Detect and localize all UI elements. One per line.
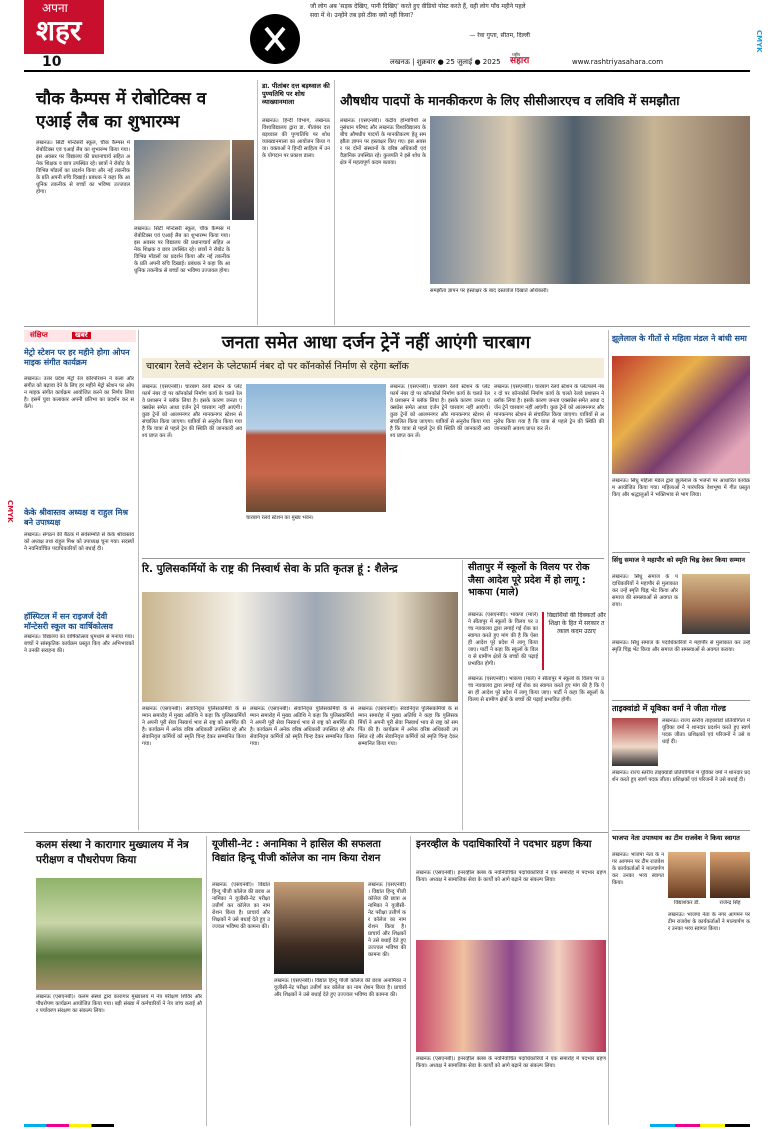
sitapur-headline: सीतापुर में स्कूलों के विलय पर रोक जैसा आदेश पूरे प्रदेश में हो लागू : भाकपा (माले): [468, 562, 590, 598]
brand-box: [24, 0, 104, 54]
registration-bar-right: [650, 1124, 750, 1127]
police-body-2: लखनऊ (एसएनबी)। सेवानिवृत्त पुलिसकर्मियों के सम्मान समारोह में मुख्य अतिथि ने कहा कि पुलिसकर्मियों ने अपनी पूरी सेवा निस्वार्थ भाव से राष्ट्र को समर्पित की है। कार्यक्रम में अनेक वरिष्ठ अधिकारी उपस्थित रहे और सेवानिवृत्त कर्मियों को स्मृति चिन्ह देकर सम्मानित किया गया।: [250, 706, 354, 747]
sindhi-body-2: लखनऊ। सिंधु समाज के पदाधिकारियों ने महापौर से मुलाकात कर उन्हें स्मृति चिह्न भेंट किया और समाज की समस्याओं से अवगत कराया।: [612, 640, 750, 653]
police-headline: रि. पुलिसकर्मियों के राष्ट्र की निस्वार्थ सेवा के प्रति कृतज्ञ हूं : शैलेन्द्र: [142, 563, 398, 575]
masthead-rule: [24, 70, 750, 72]
bjp-headline: भाजपा नेता उपाध्याय का टीम राजवेश ने किया स्वागत: [612, 834, 740, 842]
bjp-photo-1: [668, 852, 706, 898]
brief-tag: [24, 330, 136, 342]
innerwheel-body: लखनऊ (एसएनबी)। इनरव्हील क्लब के नवनिर्वाचित पदाधिकारियों ने एक समारोह में पदभार ग्रहण किया। अध्यक्ष ने सामाजिक सेवा के कार्यों को आगे बढ़ाने का संकल्प लिया।: [416, 870, 606, 883]
taekwondo-body: लखनऊ। राज्य स्तरीय ताइक्वांडो प्रतियोगिता में यूविका वर्मा ने शानदार प्रदर्शन करते हुए स्वर्ण पदक जीता। प्रशिक्षकों एवं परिजनों ने उसे बधाई दी।: [662, 718, 750, 745]
bjp-caption-2: राजेन्द्र सिंह: [719, 900, 741, 906]
brand-big: शहर: [36, 14, 82, 47]
police-body-3: लखनऊ (एसएनबी)। सेवानिवृत्त पुलिसकर्मियों के सम्मान समारोह में मुख्य अतिथि ने कहा कि पुलिसकर्मियों ने अपनी पूरी सेवा निस्वार्थ भाव से राष्ट्र को समर्पित की है। कार्यक्रम में अनेक वरिष्ठ अधिकारी उपस्थित रहे और सेवानिवृत्त कर्मियों को स्मृति चिन्ह देकर सम्मानित किया गया।: [358, 706, 458, 747]
jail-photo: [36, 878, 202, 990]
cmyk-mark-left: CMYK: [6, 500, 14, 523]
ayush-body: लखनऊ (एसएनबी)। केंद्रीय होम्योपैथी अनुसंधान परिषद और लखनऊ विश्वविद्यालय के बीच औषधीय पादपों के मानकीकरण हेतु समझौता ज्ञापन पर हस्ताक्षर किए गए। इस अवसर पर दोनों संस्थानों के वरिष्ठ अधिकारी एवं वैज्ञानिक उपस्थित रहे। कुलपति ने इसे शोध के क्षेत्र में महत्वपूर्ण कदम बताया।: [340, 118, 426, 166]
brief-tag-label: संक्षिप्त: [30, 331, 48, 339]
sitapur-body: लखनऊ (एसएनबी)। भाकपा (माले) ने सीतापुर में स्कूलों के विलय पर उच्च न्यायालय द्वारा लगाई गई रोक का स्वागत करते हुए मांग की है कि ऐसा ही आदेश पूरे प्रदेश में लागू किया जाए। पार्टी ने कहा कि स्कूलों के विलय से ग्रामीण क्षेत्रों के बच्चों की पढ़ाई प्रभावित होगी।: [468, 612, 538, 667]
ayush-caption: समझौता ज्ञापन पर हस्ताक्षर के बाद दस्तावेज दिखाते अधिकारी।: [430, 288, 549, 294]
sindhi-body: लखनऊ। सिंधु समाज के पदाधिकारियों ने महापौर से मुलाकात कर उन्हें स्मृति चिह्न भेंट किया और समाज की समस्याओं से अवगत कराया।: [612, 574, 678, 608]
ayush-photo: [430, 116, 750, 284]
robotics-photo-2: [232, 140, 254, 220]
brief2-title: केके श्रीवास्तव अध्यक्ष व राहुल मिश्र बने उपाध्यक्ष: [24, 508, 129, 527]
sitapur-pullquote: विद्यार्थियों की दिक्कतों और शिक्षा के हित में सरकार तत्काल कदम उठाए: [547, 612, 606, 635]
registration-bar-left: [24, 1124, 114, 1127]
innerwheel-headline: इनरव्हील के पदाधिकारियों ने पदभार ग्रहण किया: [416, 839, 592, 850]
charbagh-body-3: लखनऊ (एसएनबी)। चारबाग रेलवे स्टेशन के प्लेटफार्म नंबर दो पर कॉनकोर्स निर्माण कार्य के चलते रेलवे प्रशासन ने ब्लॉक लिया है। इसके कारण जनता एक्सप्रेस समेत आधा दर्जन ट्रेनें चारबाग नहीं आएंगी। कुछ ट्रेनों को आलमनगर और मानकनगर स्टेशन से संचालित किया जाएगा। यात्रियों से अनुरोध किया गया है कि यात्रा से पहले ट्रेन की स्थिति की जानकारी अवश्य प्राप्त कर लें।: [494, 384, 604, 432]
brief1-title: मेट्रो स्टेशन पर हर महीने होगा ओपन माइक संगीत कार्यक्रम: [24, 348, 130, 367]
jail-headline: कलम संस्था ने कारागार मुख्यालय में नेत्र परीक्षण व पौधरोपण किया: [36, 839, 189, 866]
taekwondo-body-2: लखनऊ। राज्य स्तरीय ताइक्वांडो प्रतियोगिता में यूविका वर्मा ने शानदार प्रदर्शन करते हुए स्वर्ण पदक जीता। प्रशिक्षकों एवं परिजनों ने उसे बधाई दी।: [612, 770, 750, 783]
charbagh-body-2: लखनऊ (एसएनबी)। चारबाग रेलवे स्टेशन के प्लेटफार्म नंबर दो पर कॉनकोर्स निर्माण कार्य के चलते रेलवे प्रशासन ने ब्लॉक लिया है। इसके कारण जनता एक्सप्रेस समेत आधा दर्जन ट्रेनें चारबाग नहीं आएंगी। कुछ ट्रेनों को आलमनगर और मानकनगर स्टेशन से संचालित किया जाएगा। यात्रियों से अनुरोध किया गया है कि यात्रा से पहले ट्रेन की स्थिति की जानकारी अवश्य प्राप्त कर लें।: [390, 384, 490, 439]
robotics-photo: [134, 140, 230, 220]
ugc-headline: यूजीसी-नेट : अनामिका ने हासिल की सफलता विद्यांत हिन्दू पीजी कॉलेज का नाम किया रोशन: [212, 839, 381, 864]
x-logo-icon: [250, 14, 300, 64]
website: www.rashtriyasahara.com: [572, 58, 664, 66]
brief2-body: लखनऊ। संगठन की बैठक में सर्वसम्मति से केके श्रीवास्तव को अध्यक्ष तथा राहुल मिश्र को उपाध्यक्ष चुना गया। सदस्यों ने नवनिर्वाचित पदाधिकारियों को बधाई दी।: [24, 532, 134, 552]
ugc-body: लखनऊ (एसएनबी)। विद्यांत हिन्दू पीजी कॉलेज की छात्रा अनामिका ने यूजीसी-नेट परीक्षा उत्तीर्ण कर कॉलेज का नाम रोशन किया है। प्राचार्य और शिक्षकों ने उसे बधाई देते हुए उज्ज्वल भविष्य की कामना की।: [212, 882, 270, 930]
brand-small: अपना: [42, 1, 68, 15]
innerwheel-body-2: लखनऊ (एसएनबी)। इनरव्हील क्लब के नवनिर्वाचित पदाधिकारियों ने एक समारोह में पदभार ग्रहण किया। अध्यक्ष ने सामाजिक सेवा के कार्यों को आगे बढ़ाने का संकल्प लिया।: [416, 1056, 606, 1069]
ayush-headline: औषधीय पादपों के मानकीकरण के लिए सीसीआरएच व लविवि में समझौता: [340, 93, 680, 108]
paper-tag: राष्ट्रीय: [512, 52, 521, 57]
charbagh-subheadline: चारबाग रेलवे स्टेशन के प्लेटफार्म नंबर दो पर कॉनकोर्स निर्माण से रहेगा ब्लॉक: [146, 361, 409, 372]
pull-quote-text: जौ लोग अब 'सड़क देखिए, पानी दिखिए' करते हुए वीडियो पोस्ट करते हैं, वही लोग पाँच महीने पहले सवा में थे। उन्होंने तब इसे ठीक क्यों नहीं किया?: [310, 3, 526, 19]
police-photo: [142, 592, 458, 702]
jhoolelal-body: लखनऊ। सिंधु महिला मंडल द्वारा झूलेलाल के भजनों पर आधारित कार्यक्रम आयोजित किया गया। महिलाओं ने पारंपरिक वेशभूषा में गीत प्रस्तुत किए और श्रद्धालुओं ने भक्तिभाव से भाग लिया।: [612, 478, 750, 498]
bjp-photo-2: [710, 852, 750, 898]
ugc-body-3: लखनऊ (एसएनबी)। विद्यांत हिन्दू पीजी कॉलेज की छात्रा अनामिका ने यूजीसी-नेट परीक्षा उत्तीर्ण कर कॉलेज का नाम रोशन किया है। प्राचार्य और शिक्षकों ने उसे बधाई देते हुए उज्ज्वल भविष्य की कामना की।: [368, 882, 406, 958]
sindhi-photo: [682, 574, 750, 634]
cmyk-mark-right: CMYK: [755, 30, 763, 53]
robotics-body: लखनऊ। सिटी मोन्टेसरी स्कूल, चौक कैम्पस में रोबोटिक्स एवं एआई लैब का शुभारम्भ किया गया। इस अवसर पर विद्यालय की प्रधानाचार्य सहित अनेक शिक्षक व छात्र उपस्थित रहे। छात्रों ने रोबोट के विभिन्न मॉडलों का प्रदर्शन किया और नई तकनीक के प्रति अपनी रुचि दिखाई। प्रबंधक ने कहा कि आधुनिक तकनीक से बच्चों का भविष्य उज्जवल होगा।: [36, 140, 130, 195]
charbagh-photo: [246, 384, 386, 512]
jail-body: लखनऊ (एसएनबी)। कलम संस्था द्वारा कारागार मुख्यालय में नेत्र परीक्षण शिविर और पौधरोपण कार्यक्रम आयोजित किया गया। बड़ी संख्या में कर्मचारियों ने नेत्र जांच कराई और पर्यावरण संरक्षण का संकल्प लिया।: [36, 994, 202, 1014]
robotics-body-2: लखनऊ। सिटी मोन्टेसरी स्कूल, चौक कैम्पस में रोबोटिक्स एवं एआई लैब का शुभारम्भ किया गया। इस अवसर पर विद्यालय की प्रधानाचार्य सहित अनेक शिक्षक व छात्र उपस्थित रहे। छात्रों ने रोबोट के विभिन्न मॉडलों का प्रदर्शन किया और नई तकनीक के प्रति अपनी रुचि दिखाई। प्रबंधक ने कहा कि आधुनिक तकनीक से बच्चों का भविष्य उज्जवल होगा।: [134, 226, 230, 274]
bjp-caption-1: विद्याशंकर डी.: [674, 900, 700, 906]
bjp-body-2: लखनऊ। भाजपा नेता के नगर आगमन पर टीम राजवेश के कार्यकर्ताओं ने माल्यार्पण कर उनका भव्य स्वागत किया।: [668, 912, 750, 932]
taekwondo-headline: ताइक्वांडो में यूविका वर्मा ने जीता गोल्ड: [612, 704, 726, 713]
police-body: लखनऊ (एसएनबी)। सेवानिवृत्त पुलिसकर्मियों के सम्मान समारोह में मुख्य अतिथि ने कहा कि पुलिसकर्मियों ने अपनी पूरी सेवा निस्वार्थ भाव से राष्ट्र को समर्पित की है। कार्यक्रम में अनेक वरिष्ठ अधिकारी उपस्थित रहे और सेवानिवृत्त कर्मियों को स्मृति चिन्ह देकर सम्मानित किया गया।: [142, 706, 246, 747]
charbagh-body: लखनऊ (एसएनबी)। चारबाग रेलवे स्टेशन के प्लेटफार्म नंबर दो पर कॉनकोर्स निर्माण कार्य के चलते रेलवे प्रशासन ने ब्लॉक लिया है। इसके कारण जनता एक्सप्रेस समेत आधा दर्जन ट्रेनें चारबाग नहीं आएंगी। कुछ ट्रेनों को आलमनगर और मानकनगर स्टेशन से संचालित किया जाएगा। यात्रियों से अनुरोध किया गया है कि यात्रा से पहले ट्रेन की स्थिति की जानकारी अवश्य प्राप्त कर लें।: [142, 384, 242, 439]
innerwheel-photo: [416, 940, 606, 1052]
taekwondo-photo: [612, 718, 658, 766]
brief3-body: लखनऊ। विद्यालय का वार्षिकोत्सव धूमधाम से मनाया गया। बच्चों ने सांस्कृतिक कार्यक्रम प्रस्तुत किए और अभिभावकों ने उनकी सराहना की।: [24, 634, 134, 654]
jhoolelal-headline: झूलेलाल के गीतों से महिला मंडल ने बांधी समा: [612, 334, 747, 343]
sindhi-headline: सिंधु समाज ने महापौर को स्मृति चिह्न देकर किया सम्मान: [612, 556, 745, 564]
sitapur-pullquote-box: [542, 612, 606, 670]
pitambar-body: लखनऊ। हिन्दी विभाग, लखनऊ विश्वविद्यालय द्वारा डा. पीतांबर दत्त बड़थ्वाल की पुण्यतिथि पर शोध व्याख्यानमाला का आयोजन किया गया। वक्ताओं ने हिन्दी साहित्य में उनके योगदान पर प्रकाश डाला।: [262, 118, 330, 159]
sitapur-body-2: लखनऊ (एसएनबी)। भाकपा (माले) ने सीतापुर में स्कूलों के विलय पर उच्च न्यायालय द्वारा लगाई गई रोक का स्वागत करते हुए मांग की है कि ऐसा ही आदेश पूरे प्रदेश में लागू किया जाए। पार्टी ने कहा कि स्कूलों के विलय से ग्रामीण क्षेत्रों के बच्चों की पढ़ाई प्रभावित होगी।: [468, 676, 604, 703]
brief3-title: हॉस्पिटल में सन राइजर्ज देवी मॉन्टेसरी स्कूल का वार्षिकोत्सव: [24, 612, 113, 631]
bjp-body: लखनऊ। भाजपा नेता के नगर आगमन पर टीम राजवेश के कार्यकर्ताओं ने माल्यार्पण कर उनका भव्य स्वागत किया।: [612, 852, 664, 886]
paper-brand: सहारा: [510, 56, 530, 66]
dateline: लखनऊ | शुक्रवार ● 25 जुलाई ● 2025: [390, 58, 501, 66]
jhoolelal-photo: [612, 356, 750, 474]
pull-quote: [310, 2, 530, 42]
ugc-body-2: लखनऊ (एसएनबी)। विद्यांत हिन्दू पीजी कॉलेज की छात्रा अनामिका ने यूजीसी-नेट परीक्षा उत्तीर्ण कर कॉलेज का नाम रोशन किया है। प्राचार्य और शिक्षकों ने उसे बधाई देते हुए उज्ज्वल भविष्य की कामना की।: [274, 978, 406, 998]
charbagh-caption: चारबाग रेलवे स्टेशन का मुख्य भवन।: [246, 515, 314, 521]
ugc-photo: [274, 882, 364, 974]
charbagh-headline: जनता समेत आधा दर्जन ट्रेनें नहीं आएंगी चारबाग: [221, 333, 531, 353]
robotics-headline: चौक कैम्पस में रोबोटिक्स व एआई लैब का शुभारम्भ: [36, 89, 207, 132]
pitambar-headline: डा. पीतांबर दत्त बड़थ्वाल की पुण्यतिथि पर शोध व्याख्यानमाला: [262, 82, 330, 106]
page-number: 10: [42, 54, 62, 70]
brief-tag-label-2: खबरें: [72, 332, 91, 339]
brief1-body: लखनऊ। उत्तर प्रदेश मेट्रो रेल कॉरपोरेशन ने कला और संगीत को बढ़ावा देने के लिए हर महीने मेट्रो स्टेशन पर ओपन माइक संगीत कार्यक्रम आयोजित करने का निर्णय लिया है। इसमें युवा कलाकार अपनी प्रतिभा का प्रदर्शन कर सकेंगे।: [24, 376, 134, 410]
pull-quote-author: — रेवा गुप्ता, सीतम, दिल्ली: [469, 32, 530, 39]
